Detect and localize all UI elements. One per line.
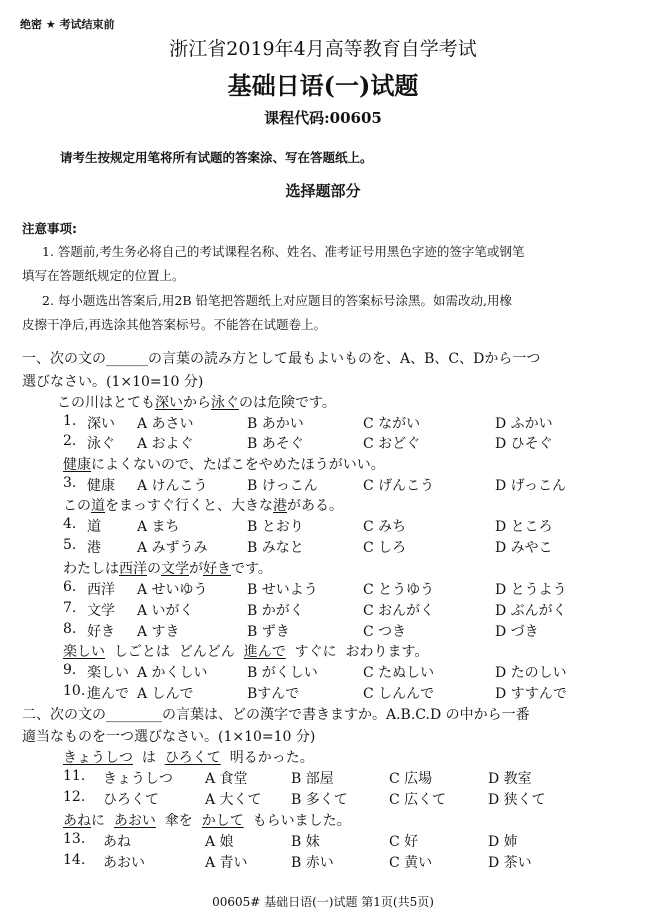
underlined-word: あね	[63, 813, 91, 829]
option-c: C たぬしい	[363, 665, 435, 681]
part1-sentence	[63, 495, 343, 515]
sentence-text: がある。	[287, 498, 343, 514]
option-d: D 教室	[488, 771, 532, 787]
answer-notice: 请考生按规定用笔将所有试题的答案涂、写在答题纸上。	[60, 150, 373, 165]
option-a: A すき	[137, 624, 180, 640]
option-c: C 好	[389, 834, 419, 850]
underlined-word: きょうしつ	[63, 750, 133, 766]
secret-label: 绝密 ★ 考试结束前	[20, 18, 115, 31]
part2-instruction-line2: 適当なものを一つ選びなさい。(1×10=10 分)	[22, 729, 316, 745]
question-number: 2.	[63, 433, 77, 449]
underlined-word: 西洋	[119, 561, 147, 577]
option-d: D みやこ	[495, 540, 553, 556]
question-word: 道	[87, 519, 101, 535]
question-number: 1.	[63, 413, 77, 429]
question-number: 8.	[63, 621, 77, 637]
part1-sentence	[63, 454, 385, 474]
question-word: 文学	[87, 603, 115, 619]
option-c: C 黄い	[389, 855, 433, 871]
option-a: A およぐ	[137, 436, 194, 452]
underlined-word: 好き	[203, 561, 231, 577]
option-d: D 茶い	[488, 855, 532, 871]
sentence-text: に	[91, 813, 114, 829]
option-c: C げんこう	[363, 478, 435, 494]
attention-item1-line1: 1. 答题前,考生务必将自己的考试课程名称、姓名、准考证号用黑色字迹的签字笔或钢笔	[42, 244, 525, 259]
part2-sentence	[63, 747, 314, 767]
option-c: C とうゆう	[363, 582, 435, 598]
question-word: 進んで	[87, 686, 129, 702]
option-a: A みずうみ	[137, 540, 208, 556]
sentence-text: は	[133, 750, 165, 766]
option-b: B 多くて	[291, 792, 348, 808]
question-word: 楽しい	[87, 665, 129, 681]
option-a: A 食堂	[205, 771, 248, 787]
underlined-word: あおい	[113, 813, 156, 829]
underlined-word: 道	[91, 498, 105, 514]
sentence-text: 傘を	[155, 813, 202, 829]
option-c: C しろ	[363, 540, 407, 556]
page-footer: 00605# 基础日语(一)试题 第1页(共5页)	[212, 895, 434, 909]
question-number: 13.	[63, 831, 86, 847]
underlined-word: 港	[273, 498, 287, 514]
part1-instr-a: 一、次の文の	[22, 351, 106, 367]
sentence-text: わたしは	[63, 561, 119, 577]
question-word: あおい	[103, 855, 145, 871]
part1-sentence	[63, 641, 428, 661]
part2-sentence	[63, 810, 351, 830]
sentence-text: が	[189, 561, 203, 577]
underlined-word: 文学	[161, 561, 189, 577]
question-word: きょうしつ	[103, 771, 173, 787]
option-a: A せいゆう	[137, 582, 208, 598]
question-number: 3.	[63, 475, 77, 491]
question-word: 港	[87, 540, 101, 556]
sentence-text: をまっすぐ行くと、大きな	[105, 498, 273, 514]
option-d: D ぶんがく	[495, 603, 567, 619]
option-a: A いがく	[137, 603, 194, 619]
attention-heading: 注意事项:	[22, 221, 77, 236]
part1-instr-b: の言葉の読み方として最もよいものを、A、B、C、Dから一つ	[148, 351, 541, 367]
subject-title: 基础日语(一)试题	[227, 71, 419, 100]
question-word: 泳ぐ	[87, 436, 115, 452]
course-code: 课程代码:00605	[264, 109, 382, 127]
part2-instr-b: の言葉は、どの漢字で書きますか。A.B.C.D の中から一番	[162, 707, 530, 723]
part1-instruction-line2: 選びなさい。(1×10=10 分)	[22, 374, 204, 390]
attention-item1-line2: 填写在答题纸规定的位置上。	[22, 268, 185, 283]
option-b: B あそぐ	[247, 436, 304, 452]
sentence-text: の	[147, 561, 161, 577]
option-b: B 妹	[291, 834, 320, 850]
option-d: D とうよう	[495, 582, 567, 598]
option-c: C つき	[363, 624, 407, 640]
sentence-text: もらいました。	[243, 813, 351, 829]
part1-sentence	[57, 392, 336, 412]
option-c: C みち	[363, 519, 407, 535]
option-a: A あさい	[137, 416, 194, 432]
underlined-word: 楽しい	[63, 644, 105, 660]
attention-item2-line1: 2. 每小题选出答案后,用2B 铅笔把答题纸上对应题目的答案标号涂黑。如需改动,用橡	[42, 293, 512, 308]
option-d: D ひそぐ	[495, 436, 553, 452]
part1-instruction	[22, 348, 540, 368]
question-word: ひろくて	[103, 792, 159, 808]
question-number: 10.	[63, 683, 86, 699]
question-number: 14.	[63, 852, 86, 868]
option-a: A 娘	[205, 834, 234, 850]
option-d: D ふかい	[495, 416, 553, 432]
sentence-text: です。	[231, 561, 272, 577]
option-d: D たのしい	[495, 665, 567, 681]
option-b: B がくしい	[247, 665, 318, 681]
attention-item2-line2: 皮擦干净后,再选涂其他答案标号。不能答在试题卷上。	[22, 317, 326, 332]
question-number: 5.	[63, 537, 77, 553]
option-d: D ところ	[495, 519, 553, 535]
question-word: 西洋	[87, 582, 115, 598]
option-b: B けっこん	[247, 478, 318, 494]
option-a: A まち	[137, 519, 180, 535]
sentence-text: この川はとても	[57, 395, 155, 411]
sentence-text: によくないので、たばこをやめたほうがいい。	[91, 457, 385, 473]
option-d: D 姉	[488, 834, 518, 850]
option-d: D 狭くて	[488, 792, 546, 808]
option-b: Bすんで	[247, 686, 300, 702]
option-c: C おんがく	[363, 603, 435, 619]
option-b: B みなと	[247, 540, 304, 556]
sentence-text: すぐに おわります。	[285, 644, 429, 660]
option-d: D づき	[495, 624, 539, 640]
question-number: 11.	[63, 768, 86, 784]
option-b: B 赤い	[291, 855, 334, 871]
option-a: A 青い	[205, 855, 248, 871]
underlined-word: ひろくて	[164, 750, 221, 766]
option-c: C 広くて	[389, 792, 447, 808]
question-number: 6.	[63, 579, 77, 595]
option-d: D げっこん	[495, 478, 566, 494]
question-number: 4.	[63, 516, 77, 532]
section-title: 选择题部分	[285, 182, 361, 200]
question-number: 12.	[63, 789, 86, 805]
underlined-word: 泳ぐ	[211, 395, 239, 411]
part1-blank: ______	[106, 351, 148, 367]
question-word: 健康	[87, 478, 115, 494]
part2-blank: ________	[106, 707, 162, 723]
question-word: 好き	[87, 624, 115, 640]
underlined-word: 深い	[155, 395, 183, 411]
option-a: A 大くて	[205, 792, 262, 808]
option-b: B とおり	[247, 519, 304, 535]
sentence-text: 明るかった。	[220, 750, 314, 766]
option-b: B あかい	[247, 416, 304, 432]
option-d: D すすんで	[495, 686, 567, 702]
option-a: A けんこう	[137, 478, 208, 494]
part1-sentence	[63, 558, 272, 578]
question-word: あね	[103, 834, 131, 850]
option-c: C ながい	[363, 416, 421, 432]
option-a: A しんで	[137, 686, 194, 702]
part2-instruction	[22, 704, 530, 724]
underlined-word: 進んで	[243, 644, 286, 660]
underlined-word: 健康	[63, 457, 91, 473]
question-number: 9.	[63, 662, 77, 678]
question-word: 深い	[87, 416, 115, 432]
underlined-word: かして	[201, 813, 244, 829]
option-c: C しんんで	[363, 686, 435, 702]
sentence-text: しごとは どんどん	[105, 644, 244, 660]
option-b: B せいよう	[247, 582, 318, 598]
part2-instr-a: 二、次の文の	[22, 707, 106, 723]
option-b: B かがく	[247, 603, 304, 619]
option-b: B ずき	[247, 624, 290, 640]
option-b: B 部屋	[291, 771, 334, 787]
option-c: C 広場	[389, 771, 433, 787]
sentence-text: この	[63, 498, 91, 514]
question-number: 7.	[63, 600, 77, 616]
sentence-text: のは危険です。	[239, 395, 336, 411]
exam-title: 浙江省2019年4月高等教育自学考试	[169, 38, 477, 60]
option-a: A かくしい	[137, 665, 208, 681]
option-c: C おどぐ	[363, 436, 421, 452]
sentence-text: から	[183, 395, 211, 411]
